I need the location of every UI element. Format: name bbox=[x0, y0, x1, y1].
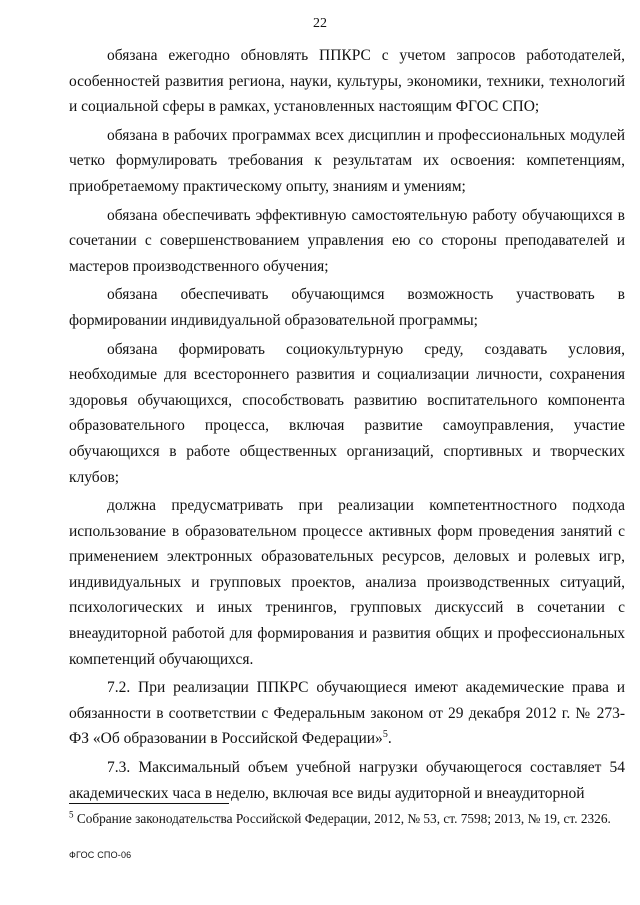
section-7-2-end: . bbox=[387, 730, 392, 748]
section-7-2 bbox=[69, 675, 625, 752]
paragraph-work-programs: обязана в рабочих программах всех дисциплин и профессиональных модулей четко формулировать требования к результатам их освоения: компетенциям, приобретаемому практическому опыту, знаниям и умениям; bbox=[69, 126, 625, 195]
paragraph-individual-program: обязана обеспечивать обучающимся возможность участвовать в формировании индивидуальной образовательной программы; bbox=[69, 286, 625, 329]
section-7-2-text: 7.2. При реализации ППКРС обучающиеся имеют академические права и обязанности в соответствии с Федеральным законом от 29 декабря 2012 г. № 273-ФЗ «Об образовании в Российской Федерации» bbox=[69, 679, 625, 748]
paragraph-sociocultural-environment: обязана формировать социокультурную среду, создавать условия, необходимые для всестороннего развития и социализации личности, сохранения здоровья обучающихся, способствовать развитию воспитательного компонента образовательного процесса, включая развитие самоуправления, участие обучающихся в работе общественных организаций, спортивных и творческих клубов; bbox=[69, 340, 625, 486]
footnote-divider bbox=[69, 803, 229, 804]
paragraph-competence-approach: должна предусматривать при реализации компетентностного подхода использование в образовательном процессе активных форм проведения занятий с применением электронных образовательных ресурсов, деловых и ролевых игр, индивидуальных и групповых проектов, анализа производственных ситуаций, психологических и иных тренингов, групповых дискуссий в сочетании с внеаудиторной работой для формирования и развития общих и профессиональных компетенций обучающихся. bbox=[69, 497, 625, 668]
page-number: 22 bbox=[313, 16, 327, 31]
section-7-3: 7.3. Максимальный объем учебной нагрузки обучающегося составляет 54 академических часа в неделю, включая все виды аудиторной и внеаудиторной bbox=[69, 759, 625, 802]
document-code: ФГОС СПО-06 bbox=[69, 850, 132, 860]
footnote bbox=[69, 810, 629, 828]
paragraph-update-ppkrs: обязана ежегодно обновлять ППКРС с учетом запросов работодателей, особенностей развития региона, науки, культуры, экономики, техники, технологий и социальной сферы в рамках, установленных настоящим ФГОС СПО; bbox=[69, 47, 625, 116]
paragraph-independent-work: обязана обеспечивать эффективную самостоятельную работу обучающихся в сочетании с совершенствованием управления ею со стороны преподавателей и мастеров производственного обучения; bbox=[69, 206, 625, 275]
footnote-text: Собрание законодательства Российской Федерации, 2012, № 53, ст. 7598; 2013, № 19, ст. 2326. bbox=[73, 811, 611, 826]
body-text bbox=[69, 43, 625, 809]
footnote-marker: 5 bbox=[69, 809, 74, 820]
footnote-reference: 5 bbox=[382, 729, 388, 741]
